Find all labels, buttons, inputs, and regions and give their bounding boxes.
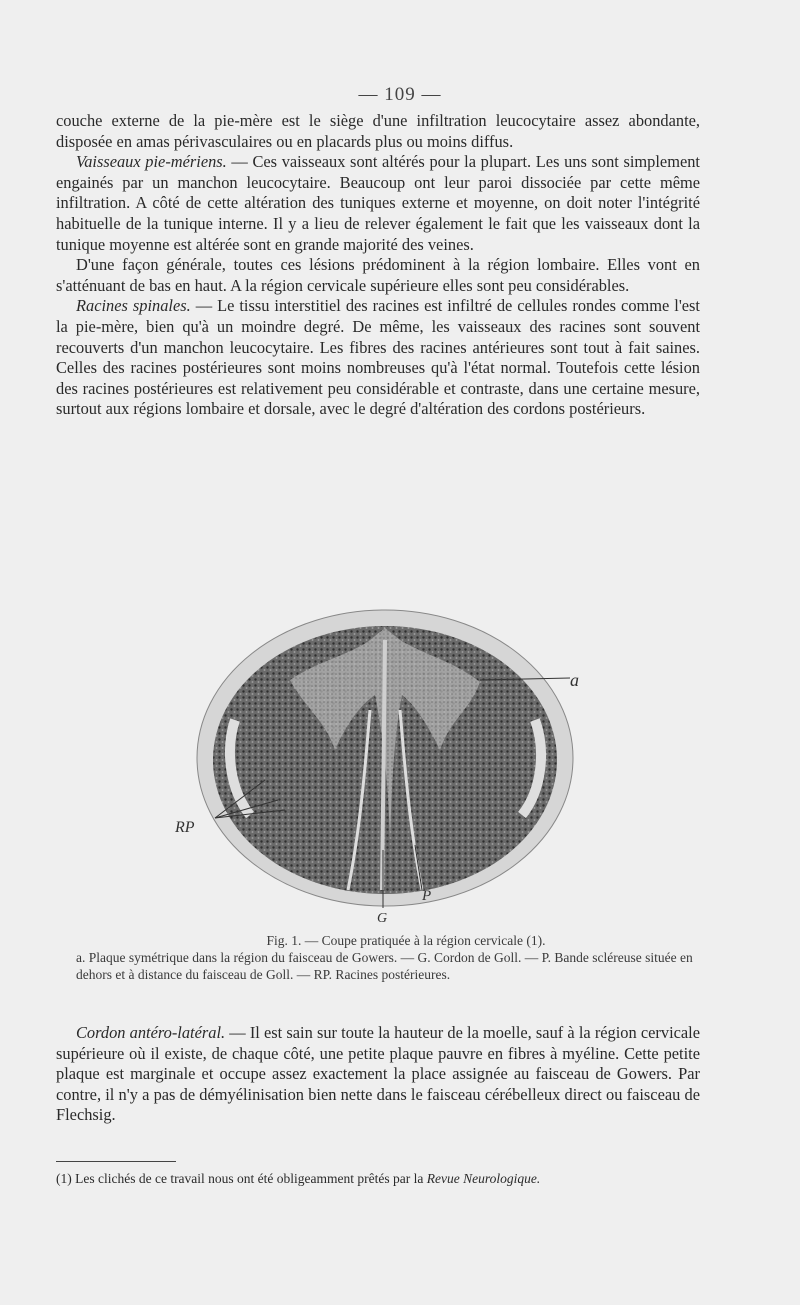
footnote-journal: Revue Neurologique. [426,1171,541,1186]
label-g: G [377,911,388,926]
page-number: — 109 — [358,84,442,105]
label-p: P [422,888,432,904]
paragraph-vessels-text: — Ces vaisseaux sont altérés pour la plupart. Les uns sont simplement engainés par un manchon leucocytaire. Beaucoup ont leur paroi dissociée par cette même infiltration. A côté de cette altération des tuniques externe et moyenne, on doit noter l'intégrité habituelle de la tunique interne. Il y a lieu de relever également le fait que les vaisseaux dont la tunique moyenne est altérée sont en grande majorité des veines. [56,152,700,254]
footnote [56,1170,700,1187]
caption-title: Fig. 1. — Coupe pratiquée à la région cervicale (1). [266,933,546,948]
body-text-bottom [56,1023,700,1126]
label-a: a [570,670,579,690]
paragraph-vessels [56,152,700,255]
paragraph-anterolateral-text: — Il est sain sur toute la hauteur de la moelle, sauf à la région cervicale supérieure où il existe, de chaque côté, une petite plaque pauvre en fibres à myéline. Cette petite plaque est marginale et occupe assez exactement la place assignée au faisceau de Gowers. Par contre, il n'y a pas de démyélinisation bien nette dans le faisceau cérébelleux direct ou faisceau de Flechsig. [56,1023,701,1125]
footnote-text: (1) Les clichés de ce travail nous ont été obligeamment prêtés par la [56,1171,427,1186]
section-heading-roots: Racines spinales. [76,296,191,316]
figure-caption [76,932,696,983]
section-heading-anterolateral: Cordon antéro-latéral. [76,1023,226,1042]
spinal-cord-section-figure [170,600,610,930]
body-text-top [56,111,700,420]
paragraph-general: D'une façon générale, toutes ces lésions prédominent à la région lombaire. Elles vont en s'atténuant de bas en haut. A la région cervicale supérieure elles sont peu considérables. [56,255,700,295]
section-heading-vessels: Vaisseaux pie-mériens. [76,152,227,172]
paragraph-roots [56,296,700,420]
spinal-cord-illustration [170,600,610,930]
paragraph-pia-mater: couche externe de la pie-mère est le siège d'une infiltration leucocytaire assez abondante, disposée en amas périvasculaires ou en placards plus ou moins diffus. [56,111,700,151]
label-rp: RP [175,819,195,836]
footnote-rule [56,1161,176,1162]
caption-legend: a. Plaque symétrique dans la région du faisceau de Gowers. — G. Cordon de Goll. — P. Bande scléreuse située en dehors et à distance du faisceau de Goll. — RP. Racines postérieures. [76,950,693,982]
paragraph-anterolateral [56,1023,700,1126]
paragraph-roots-text: — Le tissu interstitiel des racines est infiltré de cellules rondes comme l'est la pie-mère, bien qu'à un moindre degré. De même, les vaisseaux des racines sont souvent recouverts d'un manchon leucocytaire. Les fibres des racines antérieures sont tout à fait saines. Celles des racines postérieures sont moins nombreuses qu'à l'état normal. Toutefois cette lésion des racines postérieures est relativement peu considérable et contraste, dans une certaine mesure, surtout aux régions lombaire et dorsale, avec le degré d'altération des cordons postérieurs. [56,296,700,419]
